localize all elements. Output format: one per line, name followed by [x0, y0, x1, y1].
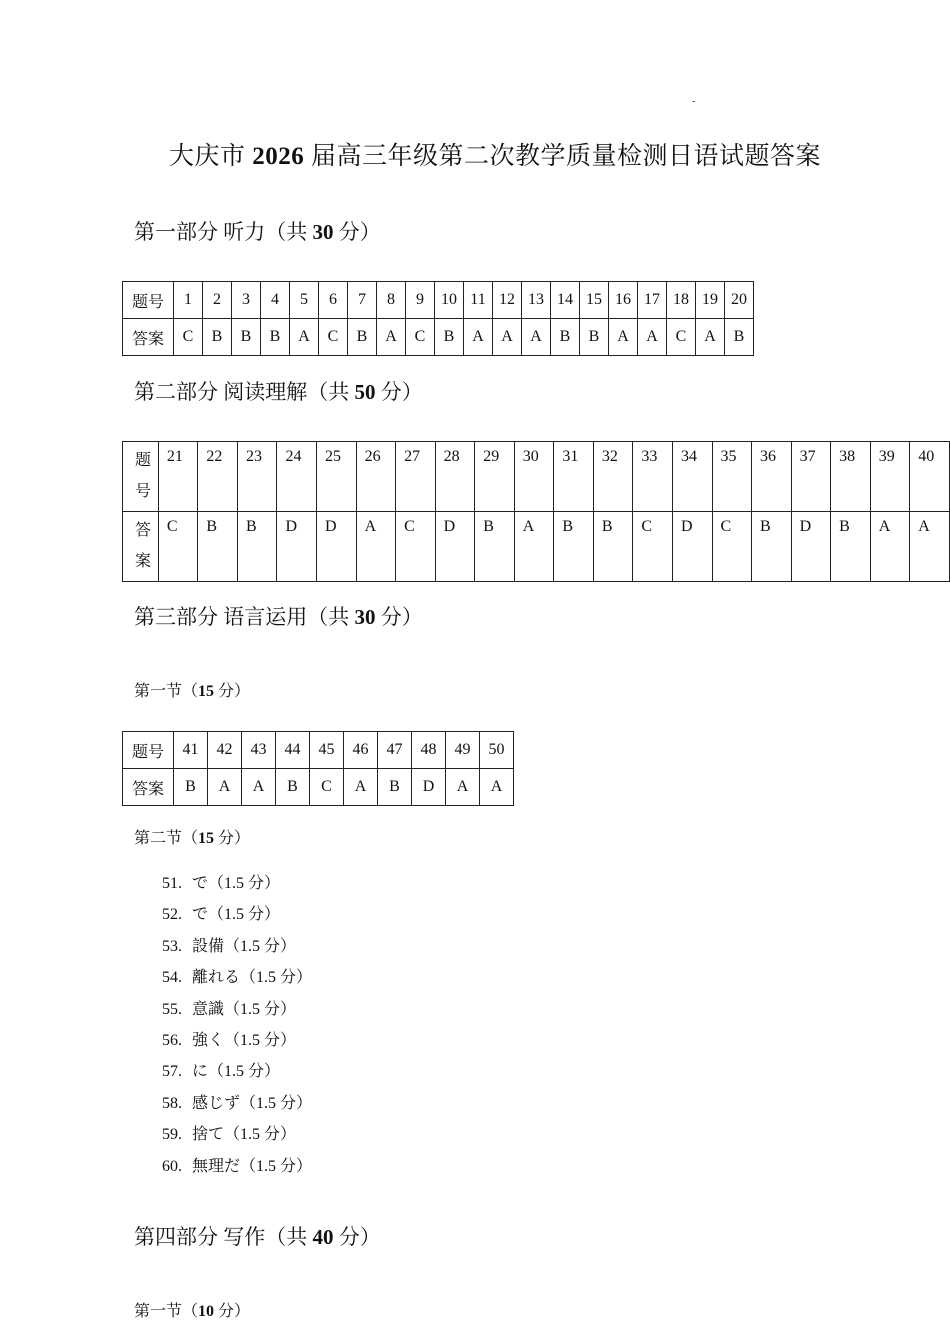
answer-cell: B: [378, 769, 412, 806]
question-number: 49: [446, 732, 480, 769]
answer-cell: A: [446, 769, 480, 806]
question-number-row: [123, 282, 754, 319]
question-number: 40: [910, 442, 950, 512]
answer-row: [123, 319, 754, 356]
title-suffix: 届高三年级第二次教学质量检测日语试题答案: [304, 143, 822, 170]
part3-heading: 第三部分 语言运用（共 30 分）: [134, 605, 423, 629]
answer-cell: A: [870, 512, 910, 582]
title-prefix: 大庆市: [168, 143, 253, 170]
question-number: 8: [377, 282, 406, 319]
question-number: 9: [406, 282, 435, 319]
row-label: 题 号: [123, 442, 159, 512]
question-number-row: [123, 442, 950, 512]
question-number: 36: [752, 442, 792, 512]
list-item: 57. に（1.5 分）: [162, 1063, 281, 1081]
answer-cell: B: [752, 512, 792, 582]
answer-cell: D: [791, 512, 831, 582]
question-number: 13: [522, 282, 551, 319]
list-item: 51. で（1.5 分）: [162, 875, 281, 892]
answer-cell: D: [435, 512, 475, 582]
answer-cell: B: [725, 319, 754, 356]
question-number: 24: [277, 442, 317, 512]
answer-cell: B: [232, 319, 261, 356]
answer-cell: A: [290, 319, 319, 356]
question-number: 17: [638, 282, 667, 319]
answer-cell: C: [406, 319, 435, 356]
question-number: 12: [493, 282, 522, 319]
header-mark: -: [692, 96, 696, 107]
title-year: 2026: [252, 143, 305, 170]
part3-answer-table: [122, 731, 514, 806]
answer-cell: A: [522, 319, 551, 356]
question-number: 46: [344, 732, 378, 769]
answer-cell: A: [493, 319, 522, 356]
question-number: 42: [208, 732, 242, 769]
question-number: 44: [276, 732, 310, 769]
answer-cell: A: [344, 769, 378, 806]
question-number: 20: [725, 282, 754, 319]
question-number: 34: [672, 442, 712, 512]
answer-cell: D: [277, 512, 317, 582]
question-number: 5: [290, 282, 319, 319]
question-number: 35: [712, 442, 752, 512]
question-number-row: [123, 732, 514, 769]
answer-cell: B: [580, 319, 609, 356]
question-number: 22: [198, 442, 238, 512]
part4-section1-label: 第一节（10 分）: [134, 1303, 251, 1320]
row-label: 题号: [123, 282, 174, 319]
answer-cell: A: [480, 769, 514, 806]
question-number: 15: [580, 282, 609, 319]
question-number: 1: [174, 282, 203, 319]
answer-cell: C: [633, 512, 673, 582]
row-label: 答案: [123, 769, 174, 806]
question-number: 28: [435, 442, 475, 512]
answer-cell: D: [672, 512, 712, 582]
answer-cell: B: [198, 512, 238, 582]
list-item: 55. 意識（1.5 分）: [162, 1000, 297, 1018]
question-number: 21: [158, 442, 198, 512]
part1-heading: 第一部分 听力（共 30 分）: [134, 220, 381, 244]
question-number: 41: [174, 732, 208, 769]
question-number: 7: [348, 282, 377, 319]
answer-cell: C: [396, 512, 436, 582]
question-number: 43: [242, 732, 276, 769]
question-number: 27: [396, 442, 436, 512]
answer-row: [123, 769, 514, 806]
fill-in-answer-list: [162, 870, 312, 1184]
question-number: 37: [791, 442, 831, 512]
answer-cell: D: [412, 769, 446, 806]
answer-cell: B: [348, 319, 377, 356]
answer-cell: A: [242, 769, 276, 806]
answer-cell: C: [158, 512, 198, 582]
list-item: 59. 捨て（1.5 分）: [162, 1126, 297, 1144]
question-number: 11: [464, 282, 493, 319]
question-number: 2: [203, 282, 232, 319]
part3-section2-label: 第二节（15 分）: [134, 830, 251, 847]
question-number: 25: [317, 442, 357, 512]
question-number: 16: [609, 282, 638, 319]
row-label: 题号: [123, 732, 174, 769]
part3-section1-label: 第一节（15 分）: [134, 683, 251, 700]
answer-cell: C: [174, 319, 203, 356]
answer-cell: C: [319, 319, 348, 356]
list-item: 52. で（1.5 分）: [162, 906, 281, 924]
part1-answer-table: [122, 281, 754, 356]
answer-cell: C: [712, 512, 752, 582]
question-number: 18: [667, 282, 696, 319]
question-number: 3: [232, 282, 261, 319]
question-number: 48: [412, 732, 446, 769]
document-title: [0, 136, 950, 172]
answer-cell: B: [831, 512, 871, 582]
answer-cell: B: [475, 512, 515, 582]
question-number: 39: [870, 442, 910, 512]
answer-cell: D: [317, 512, 357, 582]
answer-cell: B: [174, 769, 208, 806]
question-number: 32: [593, 442, 633, 512]
answer-cell: A: [638, 319, 667, 356]
answer-cell: B: [276, 769, 310, 806]
answer-cell: A: [910, 512, 950, 582]
question-number: 47: [378, 732, 412, 769]
answer-row: [123, 512, 950, 582]
question-number: 33: [633, 442, 673, 512]
answer-cell: B: [551, 319, 580, 356]
question-number: 30: [514, 442, 554, 512]
answer-cell: A: [696, 319, 725, 356]
question-number: 10: [435, 282, 464, 319]
question-number: 31: [554, 442, 594, 512]
answer-cell: C: [310, 769, 344, 806]
question-number: 14: [551, 282, 580, 319]
list-item: 54. 離れる（1.5 分）: [162, 969, 313, 987]
answer-cell: B: [435, 319, 464, 356]
list-item: 53. 設備（1.5 分）: [162, 937, 297, 955]
question-number: 38: [831, 442, 871, 512]
question-number: 23: [237, 442, 277, 512]
question-number: 19: [696, 282, 725, 319]
question-number: 26: [356, 442, 396, 512]
question-number: 29: [475, 442, 515, 512]
part2-heading: 第二部分 阅读理解（共 50 分）: [134, 380, 423, 404]
part4-heading: 第四部分 写作（共 40 分）: [134, 1225, 381, 1249]
question-number: 4: [261, 282, 290, 319]
answer-cell: A: [356, 512, 396, 582]
list-item: 56. 強く（1.5 分）: [162, 1031, 297, 1049]
answer-cell: B: [203, 319, 232, 356]
answer-cell: B: [593, 512, 633, 582]
answer-cell: B: [261, 319, 290, 356]
part2-answer-table: [122, 441, 950, 582]
question-number: 45: [310, 732, 344, 769]
answer-cell: B: [237, 512, 277, 582]
row-label: 答案: [123, 319, 174, 356]
question-number: 6: [319, 282, 348, 319]
answer-cell: B: [554, 512, 594, 582]
answer-cell: A: [464, 319, 493, 356]
question-number: 50: [480, 732, 514, 769]
list-item: 58. 感じず（1.5 分）: [162, 1094, 313, 1112]
answer-cell: A: [609, 319, 638, 356]
answer-cell: A: [208, 769, 242, 806]
answer-cell: C: [667, 319, 696, 356]
row-label: 答 案: [123, 512, 159, 582]
answer-cell: A: [514, 512, 554, 582]
answer-cell: A: [377, 319, 406, 356]
list-item: 60. 無理だ（1.5 分）: [162, 1157, 313, 1175]
